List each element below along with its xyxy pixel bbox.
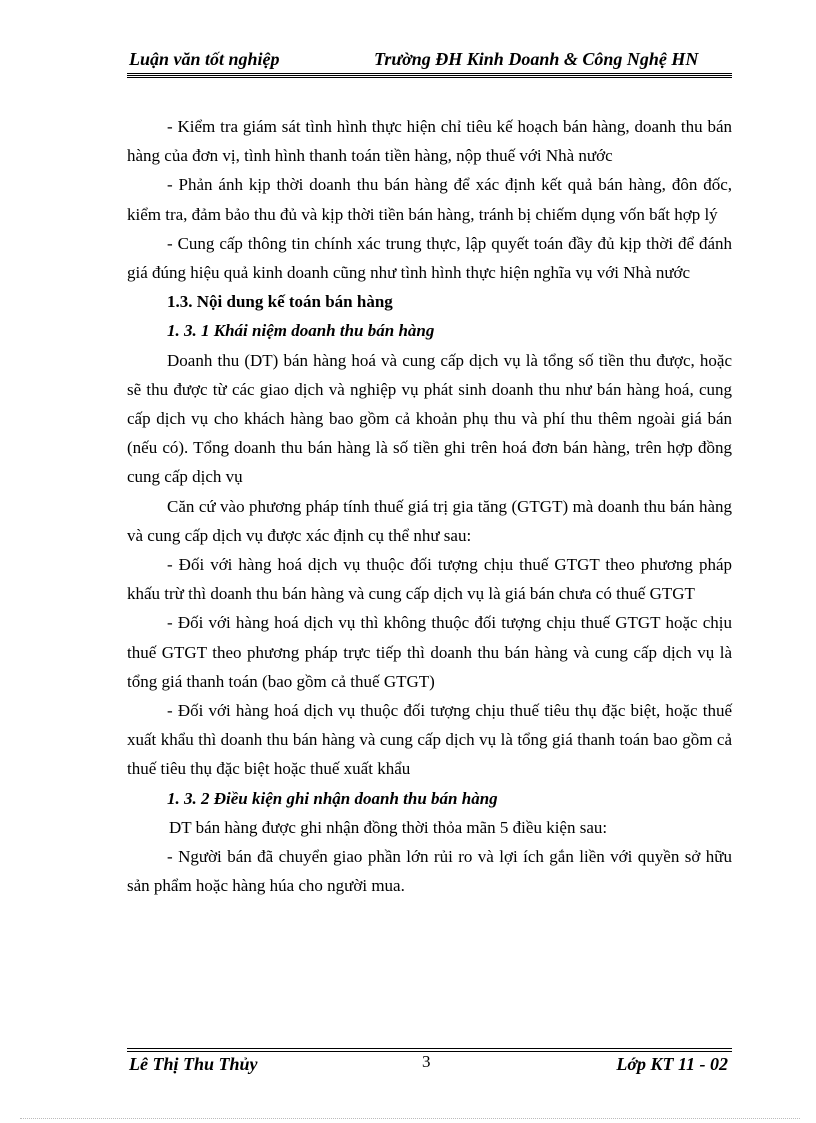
paragraph: DT bán hàng được ghi nhận đồng thời thỏa mãn 5 điều kiện sau:: [169, 817, 608, 837]
paragraph: - Đối với hàng hoá dịch vụ thuộc đối tượng chịu thuế GTGT theo phương pháp khấu trừ thì doanh thu bán hàng và cung cấp dịch vụ là giá bán chưa có thuế GTGT: [127, 555, 732, 604]
paragraph: - Cung cấp thông tin chính xác trung thực, lập quyết toán đầy đủ kịp thời để đánh giá đúng hiệu quả kinh doanh cũng như tình hình thực hiện nghĩa vụ với Nhà nước: [127, 233, 732, 283]
paragraph: - Đối với hàng hoá dịch vụ thuộc đối tượng chịu thuế tiêu thụ đặc biệt, hoặc thuế xuất khẩu thì doanh thu bán hàng và cung cấp dịch vụ là tổng giá thanh toán bao gồm cả thuế tiêu thụ đặc biệt hoặc thuế xuất khẩu: [127, 701, 732, 779]
header-university-name: Trường ĐH Kinh Doanh & Công Nghệ HN: [374, 49, 699, 69]
subsection-heading: 1. 3. 1 Khái niệm doanh thu bán hàng: [167, 321, 435, 341]
page-edge-dots: [20, 1118, 800, 1119]
document-body: [127, 112, 732, 900]
subsection-heading: 1. 3. 2 Điều kiện ghi nhận doanh thu bán hàng: [167, 788, 498, 808]
section-heading: 1.3. Nội dung kế toán bán hàng: [167, 292, 393, 312]
paragraph: - Đối với hàng hoá dịch vụ thì không thuộc đối tượng chịu thuế GTGT hoặc chịu thuế GTGT theo phương pháp trực tiếp thì doanh thu bán hàng và cung cấp dịch vụ là tổng giá thanh toán (bao gồm cả thuế GTGT): [127, 613, 732, 691]
page-number: 3: [422, 1052, 431, 1071]
paragraph: Căn cứ vào phương pháp tính thuế giá trị gia tăng (GTGT) mà doanh thu bán hàng và cung cấp dịch vụ được xác định cụ thể như sau:: [127, 496, 732, 545]
paragraph: Doanh thu (DT) bán hàng hoá và cung cấp dịch vụ là tổng số tiền thu được, hoặc sẽ thu được từ các giao dịch và nghiệp vụ phát sinh doanh thu như bán hàng hoá, cung cấp dịch vụ cho khách hàng bao gồm cả khoản phụ thu và phí thu thêm ngoài giá bán (nếu có). Tổng doanh thu bán hàng là số tiền ghi trên hoá đơn bán hàng, trên hợp đồng cung cấp dịch vụ: [127, 350, 732, 487]
footer-class: Lớp KT 11 - 02: [616, 1054, 728, 1074]
header-thesis-label: Luận văn tốt nghiệp: [129, 49, 280, 69]
paragraph: - Phản ánh kịp thời doanh thu bán hàng để xác định kết quả bán hàng, đôn đốc, kiểm tra, đảm bảo thu đủ và kịp thời tiền bán hàng, tránh bị chiếm dụng vốn bất hợp lý: [127, 175, 732, 224]
header-rule: [127, 73, 732, 76]
paragraph: - Kiểm tra giám sát tình hình thực hiện chỉ tiêu kế hoạch bán hàng, doanh thu bán hàng của đơn vị, tình hình thanh toán tiền hàng, nộp thuế với Nhà nước: [127, 117, 732, 166]
footer-rule: [127, 1048, 732, 1049]
page-footer: [127, 1054, 732, 1078]
page-header: [127, 49, 732, 73]
paragraph: - Người bán đã chuyển giao phần lớn rủi ro và lợi ích gắn liền với quyền sở hữu sản phẩm hoặc hàng húa cho người mua.: [127, 847, 732, 896]
footer-author: Lê Thị Thu Thủy: [129, 1054, 258, 1074]
